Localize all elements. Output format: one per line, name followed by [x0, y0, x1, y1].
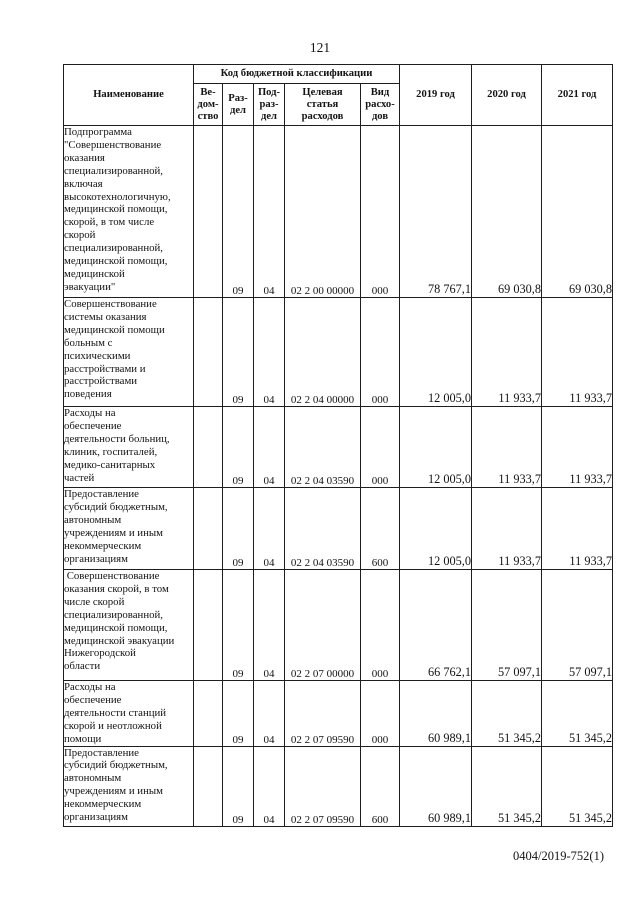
header-year-2021: 2021 год: [542, 65, 613, 126]
row-department: [194, 570, 223, 681]
row-section: 09: [223, 488, 254, 570]
row-department: [194, 407, 223, 488]
row-name: Расходы на обеспечение деятельности станций скорой и неотложной помощи: [64, 681, 194, 747]
row-expense-type: 000: [361, 570, 400, 681]
row-amount-2020: 11 933,7: [472, 488, 542, 570]
table-header: [64, 65, 613, 126]
row-amount-2021: 11 933,7: [542, 407, 613, 488]
table-row: [64, 298, 613, 407]
row-name: Совершенствование системы оказания медицинской помощи больным с психическими расстройствами и расстройствами поведения: [64, 298, 194, 407]
row-target-item: 02 2 04 03590: [285, 488, 361, 570]
row-amount-2021: 69 030,8: [542, 126, 613, 298]
row-amount-2021: 57 097,1: [542, 570, 613, 681]
table-row: [64, 746, 613, 826]
row-subsection: 04: [254, 407, 285, 488]
row-amount-2021: 51 345,2: [542, 746, 613, 826]
row-amount-2019: 78 767,1: [400, 126, 472, 298]
row-target-item: 02 2 07 09590: [285, 681, 361, 747]
header-year-2019: 2019 год: [400, 65, 472, 126]
row-amount-2020: 69 030,8: [472, 126, 542, 298]
row-expense-type: 000: [361, 407, 400, 488]
header-year-2020: 2020 год: [472, 65, 542, 126]
row-target-item: 02 2 07 00000: [285, 570, 361, 681]
row-subsection: 04: [254, 488, 285, 570]
row-department: [194, 126, 223, 298]
row-expense-type: 000: [361, 298, 400, 407]
row-subsection: 04: [254, 126, 285, 298]
row-expense-type: 000: [361, 126, 400, 298]
row-amount-2021: 11 933,7: [542, 488, 613, 570]
row-amount-2019: 60 989,1: [400, 746, 472, 826]
row-section: 09: [223, 681, 254, 747]
table-row: [64, 681, 613, 747]
row-section: 09: [223, 126, 254, 298]
table-body: [64, 126, 613, 827]
budget-table: [63, 64, 613, 827]
row-department: [194, 746, 223, 826]
row-target-item: 02 2 04 03590: [285, 407, 361, 488]
row-amount-2021: 51 345,2: [542, 681, 613, 747]
row-amount-2020: 11 933,7: [472, 298, 542, 407]
row-expense-type: 000: [361, 681, 400, 747]
row-name: Расходы на обеспечение деятельности больниц, клиник, госпиталей, медико-санитарных частей: [64, 407, 194, 488]
row-amount-2020: 51 345,2: [472, 746, 542, 826]
header-budget-code: Код бюджетной классификации: [194, 65, 400, 84]
header-subsection: Под- раз- дел: [254, 84, 285, 126]
row-amount-2020: 51 345,2: [472, 681, 542, 747]
table-row: [64, 570, 613, 681]
row-name: Совершенствование оказания скорой, в том числе скорой специализированной, медицинской помощи, медицинской эвакуации Нижегородской области: [64, 570, 194, 681]
row-subsection: 04: [254, 298, 285, 407]
row-amount-2019: 66 762,1: [400, 570, 472, 681]
row-amount-2019: 12 005,0: [400, 488, 472, 570]
page-number: 121: [309, 40, 331, 55]
row-amount-2020: 57 097,1: [472, 570, 542, 681]
row-section: 09: [223, 746, 254, 826]
document-code: 0404/2019-752(1): [513, 849, 604, 863]
row-section: 09: [223, 407, 254, 488]
row-amount-2021: 11 933,7: [542, 298, 613, 407]
row-section: 09: [223, 570, 254, 681]
row-subsection: 04: [254, 746, 285, 826]
row-department: [194, 681, 223, 747]
row-target-item: 02 2 04 00000: [285, 298, 361, 407]
header-target-item: Целевая статья расходов: [285, 84, 361, 126]
row-section: 09: [223, 298, 254, 407]
row-amount-2019: 12 005,0: [400, 407, 472, 488]
row-target-item: 02 2 00 00000: [285, 126, 361, 298]
row-expense-type: 600: [361, 488, 400, 570]
row-subsection: 04: [254, 681, 285, 747]
header-section: Раз- дел: [223, 84, 254, 126]
row-expense-type: 600: [361, 746, 400, 826]
header-department: Ве- дом- ство: [194, 84, 223, 126]
row-name: Подпрограмма "Совершенствование оказания специализированной, включая высокотехнологичную, медицинской помощи, скорой, в том числе скорой специализированной, медицинской помощи, медицинской эвакуации": [64, 126, 194, 298]
header-expense-type: Вид расхо- дов: [361, 84, 400, 126]
table-row: [64, 126, 613, 298]
row-department: [194, 298, 223, 407]
row-amount-2019: 60 989,1: [400, 681, 472, 747]
row-amount-2019: 12 005,0: [400, 298, 472, 407]
row-name: Предоставление субсидий бюджетным, автономным учреждениям и иным некоммерческим организациям: [64, 488, 194, 570]
table-row: [64, 407, 613, 488]
row-subsection: 04: [254, 570, 285, 681]
header-name: Наименование: [64, 65, 194, 126]
table-row: [64, 488, 613, 570]
row-amount-2020: 11 933,7: [472, 407, 542, 488]
row-department: [194, 488, 223, 570]
row-target-item: 02 2 07 09590: [285, 746, 361, 826]
row-name: Предоставление субсидий бюджетным, автономным учреждениям и иным некоммерческим организациям: [64, 746, 194, 826]
